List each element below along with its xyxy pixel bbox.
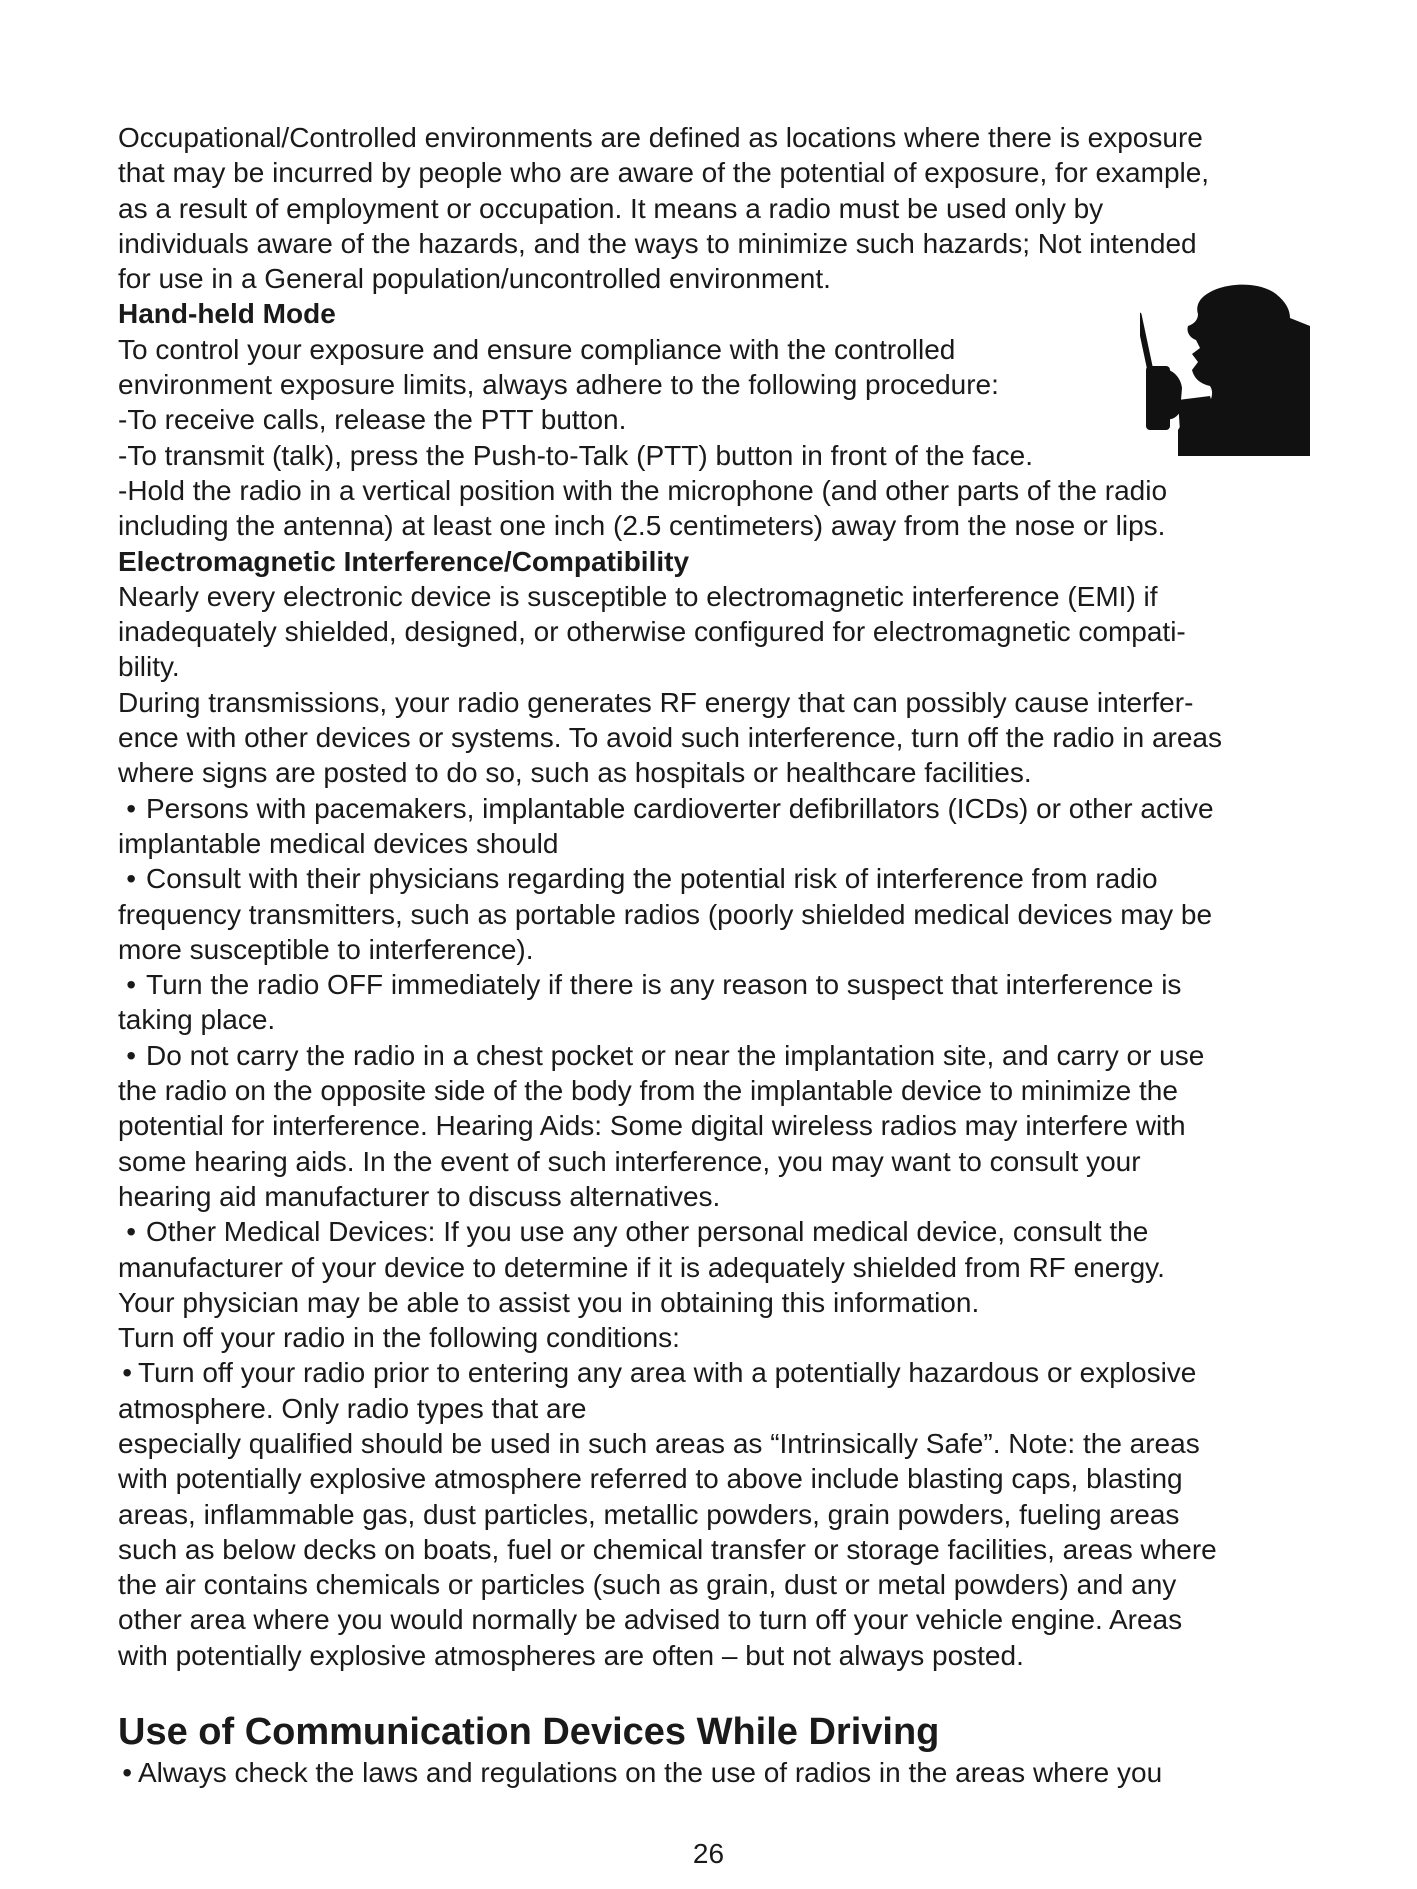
text-line: manufacturer of your device to determine if it is adequately shielded from RF energy. <box>118 1251 1165 1283</box>
bullet-icon: • <box>126 1216 136 1248</box>
text-line: ence with other devices or systems. To avoid such interference, turn off the radio in areas <box>118 722 1222 754</box>
text-line: Turn off your radio in the following conditions: <box>118 1322 680 1354</box>
text-line: inadequately shielded, designed, or otherwise configured for electromagnetic compati- <box>118 616 1186 648</box>
handheld-paragraph <box>118 332 1314 544</box>
list-item <box>118 1214 1314 1249</box>
text-line: taking place. <box>118 1004 276 1036</box>
text-line: bility. <box>118 651 180 683</box>
text-line: some hearing aids. In the event of such interference, you may want to consult your <box>118 1145 1141 1177</box>
text-line: potential for interference. Hearing Aids: Some digital wireless radios may interfere with <box>118 1110 1186 1142</box>
bullet-icon: • <box>126 1039 136 1071</box>
list-item <box>118 791 1314 826</box>
text-line: especially qualified should be used in such areas as “Intrinsically Safe”. Note: the areas <box>118 1427 1200 1459</box>
text-line: including the antenna) at least one inch (2.5 centimeters) away from the nose or lips. <box>118 510 1166 542</box>
text-line: During transmissions, your radio generates RF energy that can possibly cause interfer- <box>118 686 1194 718</box>
emi-heading: Electromagnetic Interference/Compatibility <box>118 545 690 577</box>
text-line: atmosphere. Only radio types that are <box>118 1392 587 1424</box>
text-line: environment exposure limits, always adhere to the following procedure: <box>118 369 999 401</box>
driving-heading: Use of Communication Devices While Driving <box>118 1711 940 1754</box>
text-line: other area where you would normally be advised to turn off your vehicle engine. Areas <box>118 1604 1183 1636</box>
person-with-radio-silhouette-icon <box>1140 280 1310 456</box>
list-item <box>118 1755 1314 1790</box>
text-line: areas, inflammable gas, dust particles, metallic powders, grain powders, fueling areas <box>118 1498 1180 1530</box>
bullet-text: Other Medical Devices: If you use any other personal medical device, consult the <box>146 1216 1149 1248</box>
text-line: such as below decks on boats, fuel or chemical transfer or storage facilities, areas where <box>118 1533 1217 1565</box>
document-page <box>118 120 1314 1790</box>
page-number: 26 <box>692 1838 725 1869</box>
text-line: that may be incurred by people who are aware of the potential of exposure, for example, <box>118 157 1210 189</box>
text-line: -Hold the radio in a vertical position with the microphone (and other parts of the radio <box>118 474 1168 506</box>
text-line: the air contains chemicals or particles (such as grain, dust or metal powders) and any <box>118 1569 1177 1601</box>
text-line: Nearly every electronic device is susceptible to electromagnetic interference (EMI) if <box>118 580 1158 612</box>
text-line: implantable medical devices should <box>118 827 559 859</box>
text-line: -To transmit (talk), press the Push-to-Talk (PTT) button in front of the face. <box>118 439 1034 471</box>
text-line: Your physician may be able to assist you in obtaining this information. <box>118 1286 980 1318</box>
text-line: where signs are posted to do so, such as hospitals or healthcare facilities. <box>118 757 1032 789</box>
text-line: To control your exposure and ensure compliance with the controlled <box>118 333 956 365</box>
bullet-text: Turn off your radio prior to entering any area with a potentially hazardous or explosive <box>138 1357 1197 1389</box>
turnoff-paragraph <box>118 1320 1314 1673</box>
handheld-heading: Hand-held Mode <box>118 298 336 330</box>
bullet-text: Do not carry the radio in a chest pocket or near the implantation site, and carry or use <box>146 1039 1205 1071</box>
bullet-icon: • <box>122 1357 132 1389</box>
text-line: hearing aid manufacturer to discuss alternatives. <box>118 1180 721 1212</box>
text-line: as a result of employment or occupation. It means a radio must be used only by <box>118 192 1104 224</box>
emi-bullet-list <box>118 791 1314 1320</box>
list-item <box>118 1355 1314 1390</box>
emi-paragraph <box>118 579 1314 791</box>
bullet-icon: • <box>126 969 136 1001</box>
text-line: more susceptible to interference). <box>118 933 534 965</box>
text-line: -To receive calls, release the PTT button. <box>118 404 627 436</box>
bullet-text: Always check the laws and regulations on the use of radios in the areas where you <box>138 1757 1163 1789</box>
bullet-text: Turn the radio OFF immediately if there is any reason to suspect that interference is <box>146 969 1182 1001</box>
list-item <box>118 861 1314 896</box>
text-line: for use in a General population/uncontrolled environment. <box>118 263 831 295</box>
text-line: with potentially explosive atmospheres are often – but not always posted. <box>118 1639 1024 1671</box>
text-line: with potentially explosive atmosphere referred to above include blasting caps, blasting <box>118 1463 1183 1495</box>
bullet-text: Persons with pacemakers, implantable cardioverter defibrillators (ICDs) or other active <box>146 792 1214 824</box>
intro-paragraph <box>118 120 1314 296</box>
bullet-icon: • <box>126 863 136 895</box>
list-item <box>118 1038 1314 1073</box>
list-item <box>118 967 1314 1002</box>
text-line: Occupational/Controlled environments are defined as locations where there is exposure <box>118 122 1203 153</box>
bullet-icon: • <box>122 1757 132 1789</box>
driving-list <box>118 1755 1314 1790</box>
bullet-text: Consult with their physicians regarding the potential risk of interference from radio <box>146 863 1158 895</box>
text-line: frequency transmitters, such as portable radios (poorly shielded medical devices may be <box>118 898 1213 930</box>
bullet-icon: • <box>126 792 136 824</box>
text-line: individuals aware of the hazards, and the ways to minimize such hazards; Not intended <box>118 227 1197 259</box>
text-line: the radio on the opposite side of the body from the implantable device to minimize the <box>118 1075 1178 1107</box>
